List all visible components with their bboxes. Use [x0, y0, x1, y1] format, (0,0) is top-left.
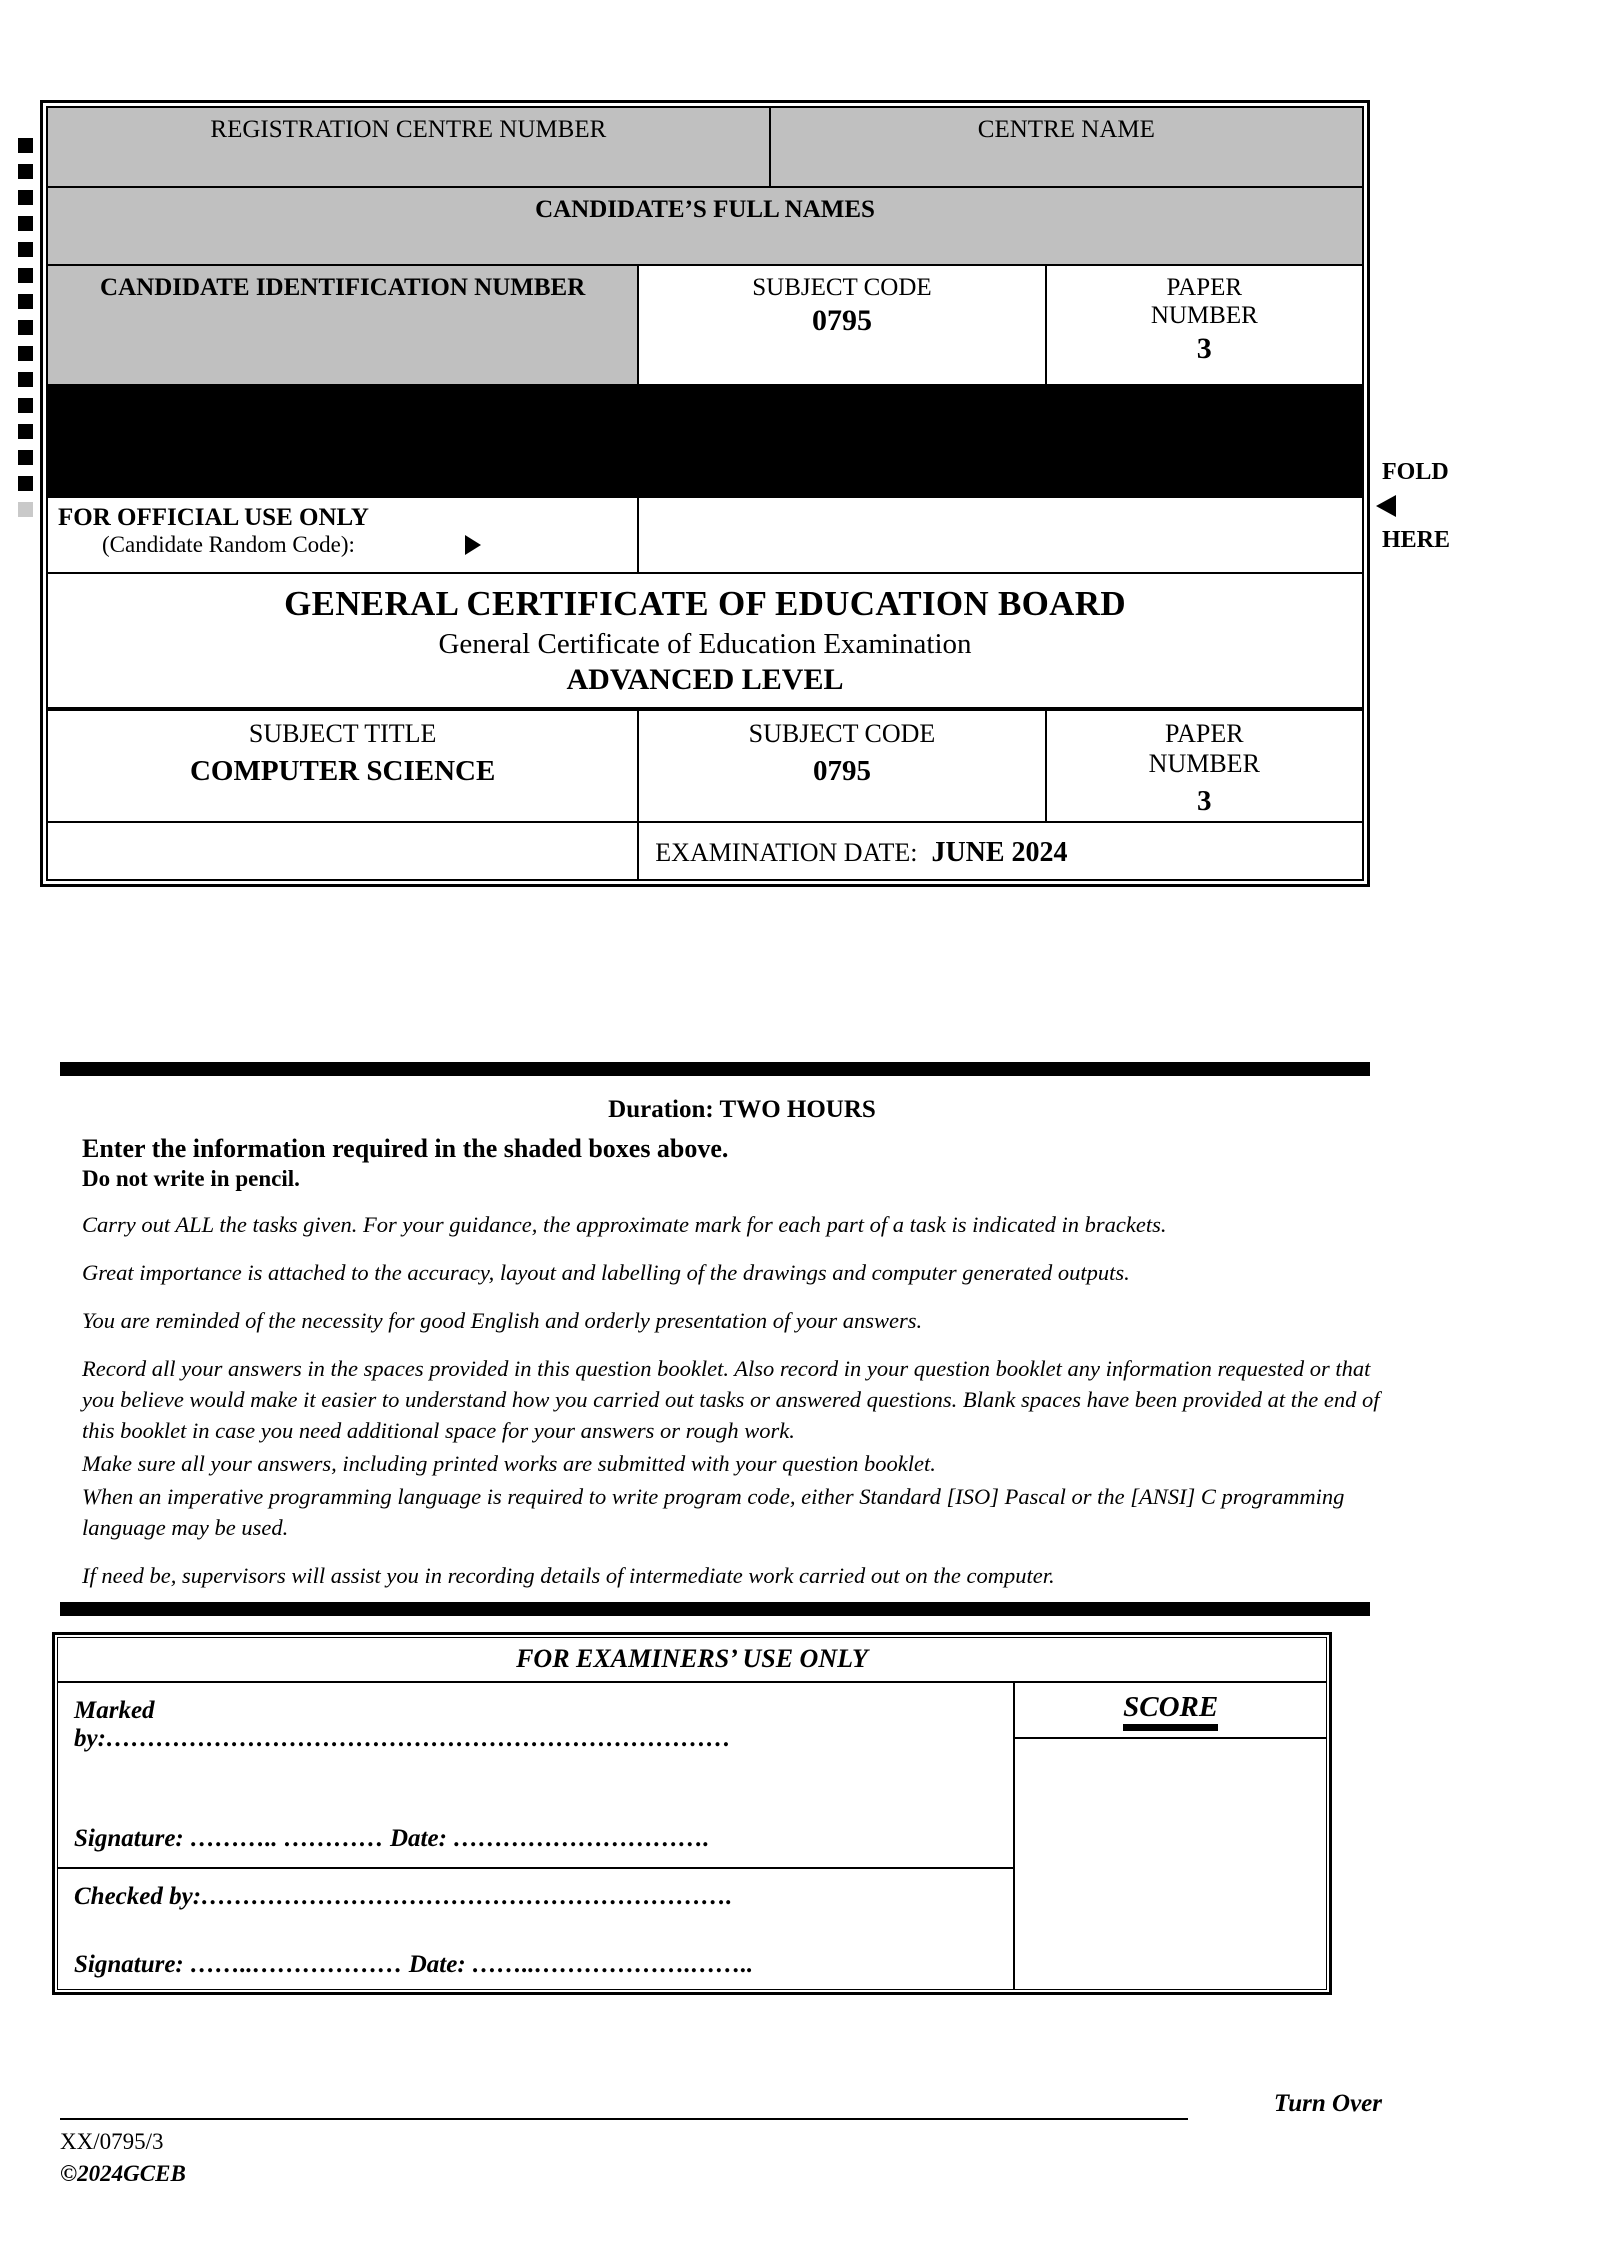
paper-number-value: 3 — [1197, 785, 1212, 817]
score-header — [1015, 1683, 1326, 1739]
board-title-block — [48, 574, 1362, 711]
subject-code-label: SUBJECT CODE — [748, 719, 936, 748]
fold-label-row-2 — [1382, 523, 1512, 557]
board-name: GENERAL CERTIFICATE OF EDUCATION BOARD — [284, 584, 1126, 623]
binding-mark — [18, 450, 33, 465]
exam-date-blank-cell — [48, 823, 639, 879]
binding-mark — [18, 476, 33, 491]
subject-code-label: SUBJECT CODE — [752, 274, 932, 301]
paper-number-value: 3 — [1196, 332, 1212, 365]
subject-title-cell — [48, 711, 639, 823]
checked-by-cell[interactable] — [58, 1869, 1013, 1989]
instruction-paragraph-4: Record all your answers in the spaces provided in this question booklet. Also record in your question booklet any information requested or that you believe would make it easier to understand how you carried out tasks or answered questions. Blank spaces have been provided at the end of this booklet in case you need additional space for your answers or rough work. — [82, 1356, 1380, 1444]
examiners-use-only-box — [52, 1632, 1332, 1995]
binding-mark — [18, 424, 33, 439]
instruction-paragraph-5: Make sure all your answers, including printed works are submitted with your question booklet. — [82, 1451, 936, 1477]
duration-text: Duration: TWO HOURS — [608, 1096, 876, 1123]
official-use-cell — [48, 498, 639, 574]
instruction-paragraph-1: Carry out ALL the tasks given. For your guidance, the approximate mark for each part of a task is indicated in brackets. — [82, 1212, 1167, 1237]
subject-code-value: 0795 — [811, 304, 872, 337]
instruction-paragraph-7: If need be, supervisors will assist you in recording details of intermediate work carried out on the computer. — [82, 1563, 1055, 1589]
paper-number-label-line1: PAPER — [1166, 274, 1243, 301]
exam-date-value: JUNE 2024 — [931, 837, 1068, 869]
subject-code-value: 0795 — [812, 755, 871, 787]
fold-label-row — [1382, 455, 1512, 489]
table-row — [48, 108, 1362, 188]
instruction-shaded-boxes: Enter the information required in the shaded boxes above. — [82, 1134, 729, 1163]
checked-by-line: Checked by:………………………………………………………. — [74, 1883, 733, 1910]
instruction-paragraph-6: When an imperative programming language is required to write program code, either Standard [ISO] Pascal or the [ANSI] C programming language may be used. — [82, 1484, 1345, 1541]
exam-date-label: EXAMINATION DATE: — [655, 838, 918, 868]
triangle-left-icon — [1376, 495, 1396, 517]
score-entry-area[interactable] — [1015, 1739, 1326, 1989]
page-footer — [60, 2090, 1390, 2187]
table-row — [48, 188, 1362, 266]
fold-black-band — [48, 386, 1362, 498]
turn-over-text: Turn Over — [1273, 2090, 1382, 2117]
binding-mark — [18, 502, 33, 517]
footer-divider — [60, 2118, 1188, 2120]
instruction-paragraph-2: Great importance is attached to the accuracy, layout and labelling of the drawings and computer generated outputs. — [82, 1260, 1130, 1286]
subject-code-cell-bottom — [639, 711, 1046, 823]
fold-arrow-row — [1382, 489, 1512, 523]
binding-marks-strip — [18, 138, 34, 518]
table-row — [48, 823, 1362, 879]
subject-title-label: SUBJECT TITLE — [248, 719, 437, 748]
candidate-random-code-entry-cell[interactable] — [639, 498, 1362, 574]
paper-number-label-line2: NUMBER — [1148, 749, 1260, 778]
horizontal-rule-bottom — [60, 1602, 1370, 1616]
instruction-paragraph-3: You are reminded of the necessity for good English and orderly presentation of your answers. — [82, 1308, 923, 1334]
binding-mark — [18, 190, 33, 205]
candidate-random-code-label: (Candidate Random Code): — [102, 532, 355, 557]
paper-number-cell-top — [1047, 266, 1362, 386]
horizontal-rule-top — [60, 1062, 1370, 1076]
candidate-random-code-row — [58, 532, 627, 558]
subject-title-value: COMPUTER SCIENCE — [189, 755, 496, 787]
instruction-no-pencil: Do not write in pencil. — [82, 1166, 300, 1191]
binding-mark — [18, 398, 33, 413]
binding-mark — [18, 294, 33, 309]
signature-date-line-2: Signature: ……..……………… Date: ……..……………….…….. — [74, 1951, 754, 1978]
fold-label-line1: FOLD — [1382, 458, 1449, 485]
marked-by-cell[interactable] — [58, 1683, 1013, 1869]
table-row — [48, 498, 1362, 574]
marked-by-line1: Marked — [74, 1697, 155, 1724]
copyright-text: ©2024GCEB — [60, 2161, 186, 2186]
centre-name-cell[interactable] — [771, 108, 1362, 188]
candidate-full-names-cell[interactable] — [48, 188, 1362, 266]
examiners-right-column — [1015, 1683, 1326, 1989]
examination-level: ADVANCED LEVEL — [566, 663, 844, 696]
examination-name: General Certificate of Education Examination — [438, 628, 972, 660]
centre-name-label: CENTRE NAME — [977, 116, 1155, 143]
instructions-section — [82, 1096, 1402, 1591]
binding-mark — [18, 372, 33, 387]
paper-number-label-line2: NUMBER — [1150, 302, 1258, 329]
fold-here-marker — [1382, 455, 1512, 557]
binding-mark — [18, 268, 33, 283]
table-row — [48, 266, 1362, 386]
table-row — [48, 711, 1362, 823]
paper-code-text: XX/0795/3 — [60, 2129, 164, 2154]
registration-centre-number-label: REGISTRATION CENTRE NUMBER — [210, 116, 607, 143]
turn-over-row — [60, 2090, 1390, 2124]
triangle-right-icon — [465, 535, 481, 555]
paper-number-label-line1: PAPER — [1165, 719, 1244, 748]
registration-centre-number-cell[interactable] — [48, 108, 771, 188]
score-label: SCORE — [1123, 1691, 1218, 1731]
official-use-label: FOR OFFICIAL USE ONLY — [58, 504, 369, 531]
candidate-identification-number-label: CANDIDATE IDENTIFICATION NUMBER — [100, 274, 586, 301]
binding-mark — [18, 242, 33, 257]
binding-mark — [18, 138, 33, 153]
paper-number-cell-bottom — [1047, 711, 1362, 823]
examiners-left-column — [58, 1683, 1015, 1989]
binding-mark — [18, 164, 33, 179]
candidate-identification-number-cell[interactable] — [48, 266, 639, 386]
binding-mark — [18, 320, 33, 335]
examiners-heading: FOR EXAMINERS’ USE ONLY — [58, 1638, 1326, 1683]
signature-date-line-1: Signature: ……….. ………… Date: …………………………. — [74, 1825, 710, 1852]
candidate-full-names-label: CANDIDATE’S FULL NAMES — [535, 196, 875, 223]
subject-code-cell-top — [639, 266, 1046, 386]
marked-by-line2: by:………………………………………………………………… — [74, 1725, 731, 1752]
binding-mark — [18, 346, 33, 361]
fold-label-line2: HERE — [1382, 526, 1451, 553]
binding-mark — [18, 216, 33, 231]
candidate-identification-table — [40, 100, 1370, 887]
exam-date-cell — [639, 823, 1362, 879]
